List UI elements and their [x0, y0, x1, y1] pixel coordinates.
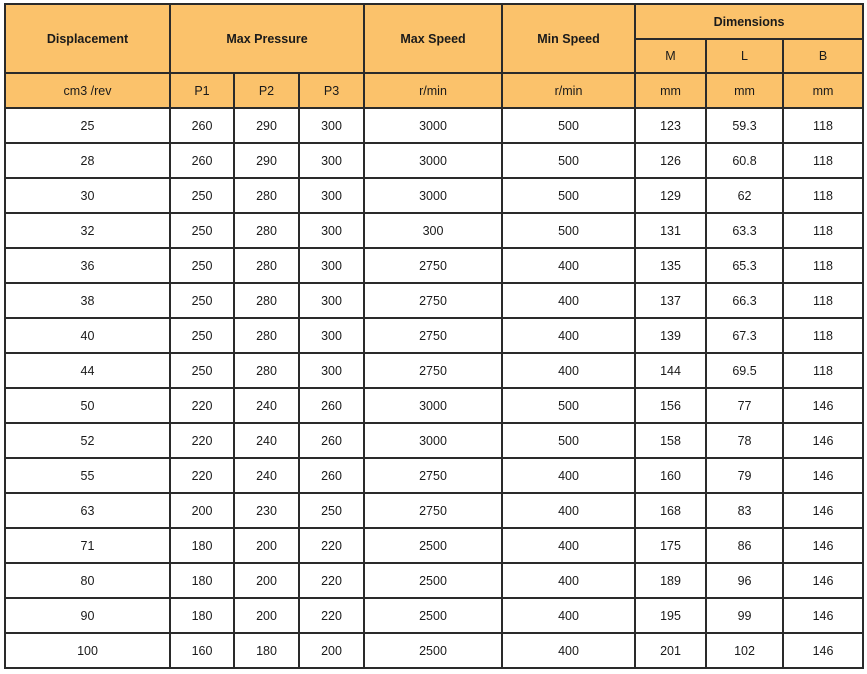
cell-p1: 250 [170, 178, 234, 213]
cell-max-speed: 2750 [364, 318, 502, 353]
cell-p2: 280 [234, 178, 299, 213]
cell-p3: 220 [299, 598, 364, 633]
cell-disp: 44 [5, 353, 170, 388]
table-row [5, 318, 863, 353]
cell-p1: 260 [170, 108, 234, 143]
table-row [5, 633, 863, 668]
cell-m: 201 [635, 633, 706, 668]
cell-l: 65.3 [706, 248, 783, 283]
cell-l: 62 [706, 178, 783, 213]
cell-p2: 290 [234, 143, 299, 178]
cell-disp: 30 [5, 178, 170, 213]
cell-m: 158 [635, 423, 706, 458]
cell-m: 131 [635, 213, 706, 248]
header-dim-l: L [706, 39, 783, 73]
cell-min-speed: 400 [502, 318, 635, 353]
cell-l: 78 [706, 423, 783, 458]
cell-p1: 250 [170, 213, 234, 248]
cell-m: 135 [635, 248, 706, 283]
cell-disp: 40 [5, 318, 170, 353]
cell-l: 59.3 [706, 108, 783, 143]
cell-p3: 300 [299, 248, 364, 283]
cell-b: 146 [783, 633, 863, 668]
cell-disp: 63 [5, 493, 170, 528]
cell-p3: 300 [299, 178, 364, 213]
cell-p2: 240 [234, 423, 299, 458]
cell-b: 118 [783, 318, 863, 353]
unit-min-speed: r/min [502, 73, 635, 108]
cell-b: 118 [783, 143, 863, 178]
cell-p2: 180 [234, 633, 299, 668]
cell-l: 69.5 [706, 353, 783, 388]
cell-b: 146 [783, 598, 863, 633]
table-row [5, 493, 863, 528]
cell-disp: 90 [5, 598, 170, 633]
cell-p2: 280 [234, 353, 299, 388]
header-max-pressure: Max Pressure [170, 4, 364, 73]
table-row [5, 178, 863, 213]
unit-displacement: cm3 /rev [5, 73, 170, 108]
cell-l: 77 [706, 388, 783, 423]
cell-p3: 300 [299, 283, 364, 318]
cell-max-speed: 300 [364, 213, 502, 248]
cell-p1: 180 [170, 563, 234, 598]
cell-min-speed: 400 [502, 528, 635, 563]
header-displacement: Displacement [5, 4, 170, 73]
table-row [5, 458, 863, 493]
cell-p1: 250 [170, 353, 234, 388]
cell-min-speed: 400 [502, 598, 635, 633]
cell-max-speed: 2750 [364, 493, 502, 528]
cell-p2: 280 [234, 248, 299, 283]
cell-m: 126 [635, 143, 706, 178]
cell-p2: 200 [234, 528, 299, 563]
cell-max-speed: 3000 [364, 143, 502, 178]
cell-b: 118 [783, 178, 863, 213]
table-row [5, 108, 863, 143]
cell-p1: 250 [170, 318, 234, 353]
cell-p1: 180 [170, 598, 234, 633]
unit-m: mm [635, 73, 706, 108]
cell-p1: 220 [170, 423, 234, 458]
table-body [5, 108, 863, 668]
cell-b: 146 [783, 528, 863, 563]
cell-l: 86 [706, 528, 783, 563]
cell-p2: 280 [234, 213, 299, 248]
unit-p2: P2 [234, 73, 299, 108]
cell-min-speed: 400 [502, 493, 635, 528]
table-row [5, 598, 863, 633]
cell-min-speed: 500 [502, 213, 635, 248]
cell-p3: 220 [299, 528, 364, 563]
cell-l: 79 [706, 458, 783, 493]
cell-m: 160 [635, 458, 706, 493]
cell-p1: 250 [170, 248, 234, 283]
cell-disp: 55 [5, 458, 170, 493]
unit-b: mm [783, 73, 863, 108]
table-row [5, 143, 863, 178]
cell-p3: 300 [299, 213, 364, 248]
cell-b: 118 [783, 248, 863, 283]
cell-max-speed: 3000 [364, 423, 502, 458]
cell-b: 146 [783, 458, 863, 493]
cell-disp: 80 [5, 563, 170, 598]
cell-p1: 220 [170, 458, 234, 493]
cell-p2: 200 [234, 598, 299, 633]
cell-b: 146 [783, 563, 863, 598]
cell-p2: 200 [234, 563, 299, 598]
cell-l: 96 [706, 563, 783, 598]
cell-b: 146 [783, 423, 863, 458]
cell-min-speed: 400 [502, 353, 635, 388]
cell-m: 129 [635, 178, 706, 213]
cell-m: 195 [635, 598, 706, 633]
table-row [5, 248, 863, 283]
cell-p3: 260 [299, 388, 364, 423]
unit-max-speed: r/min [364, 73, 502, 108]
cell-m: 189 [635, 563, 706, 598]
cell-l: 102 [706, 633, 783, 668]
cell-min-speed: 500 [502, 423, 635, 458]
cell-p3: 220 [299, 563, 364, 598]
cell-p1: 250 [170, 283, 234, 318]
cell-p3: 250 [299, 493, 364, 528]
table-row [5, 283, 863, 318]
cell-p2: 240 [234, 458, 299, 493]
cell-max-speed: 3000 [364, 178, 502, 213]
cell-m: 123 [635, 108, 706, 143]
cell-max-speed: 2500 [364, 563, 502, 598]
cell-l: 83 [706, 493, 783, 528]
cell-l: 67.3 [706, 318, 783, 353]
cell-l: 99 [706, 598, 783, 633]
cell-p1: 200 [170, 493, 234, 528]
specifications-table [4, 3, 864, 669]
cell-p1: 160 [170, 633, 234, 668]
cell-disp: 52 [5, 423, 170, 458]
cell-l: 60.8 [706, 143, 783, 178]
cell-disp: 25 [5, 108, 170, 143]
cell-m: 137 [635, 283, 706, 318]
cell-m: 139 [635, 318, 706, 353]
cell-p3: 260 [299, 423, 364, 458]
cell-min-speed: 500 [502, 388, 635, 423]
cell-max-speed: 3000 [364, 108, 502, 143]
cell-p3: 200 [299, 633, 364, 668]
cell-max-speed: 2500 [364, 528, 502, 563]
cell-min-speed: 400 [502, 563, 635, 598]
table-row [5, 213, 863, 248]
header-max-speed: Max Speed [364, 4, 502, 73]
header-dim-b: B [783, 39, 863, 73]
header-min-speed: Min Speed [502, 4, 635, 73]
cell-p1: 220 [170, 388, 234, 423]
unit-p1: P1 [170, 73, 234, 108]
cell-disp: 50 [5, 388, 170, 423]
cell-disp: 28 [5, 143, 170, 178]
cell-min-speed: 400 [502, 458, 635, 493]
cell-min-speed: 500 [502, 178, 635, 213]
table-row [5, 353, 863, 388]
cell-l: 66.3 [706, 283, 783, 318]
cell-max-speed: 2750 [364, 248, 502, 283]
cell-b: 118 [783, 353, 863, 388]
cell-m: 156 [635, 388, 706, 423]
cell-disp: 71 [5, 528, 170, 563]
table-row [5, 563, 863, 598]
cell-l: 63.3 [706, 213, 783, 248]
cell-b: 118 [783, 108, 863, 143]
cell-max-speed: 2500 [364, 633, 502, 668]
cell-p3: 300 [299, 318, 364, 353]
cell-p2: 280 [234, 318, 299, 353]
cell-p2: 240 [234, 388, 299, 423]
unit-l: mm [706, 73, 783, 108]
cell-disp: 32 [5, 213, 170, 248]
cell-p3: 300 [299, 108, 364, 143]
cell-p1: 260 [170, 143, 234, 178]
cell-b: 118 [783, 213, 863, 248]
cell-min-speed: 500 [502, 143, 635, 178]
cell-max-speed: 3000 [364, 388, 502, 423]
cell-p2: 280 [234, 283, 299, 318]
cell-m: 175 [635, 528, 706, 563]
cell-min-speed: 400 [502, 248, 635, 283]
table-row [5, 388, 863, 423]
cell-m: 168 [635, 493, 706, 528]
cell-b: 146 [783, 388, 863, 423]
header-dimensions: Dimensions [635, 4, 863, 39]
cell-max-speed: 2750 [364, 353, 502, 388]
cell-p3: 300 [299, 143, 364, 178]
table-row [5, 423, 863, 458]
cell-min-speed: 400 [502, 283, 635, 318]
cell-min-speed: 500 [502, 108, 635, 143]
cell-p3: 300 [299, 353, 364, 388]
cell-max-speed: 2500 [364, 598, 502, 633]
cell-p1: 180 [170, 528, 234, 563]
unit-p3: P3 [299, 73, 364, 108]
cell-b: 146 [783, 493, 863, 528]
table-row [5, 528, 863, 563]
cell-disp: 100 [5, 633, 170, 668]
cell-m: 144 [635, 353, 706, 388]
cell-p2: 290 [234, 108, 299, 143]
cell-max-speed: 2750 [364, 283, 502, 318]
cell-max-speed: 2750 [364, 458, 502, 493]
cell-disp: 38 [5, 283, 170, 318]
cell-disp: 36 [5, 248, 170, 283]
cell-p3: 260 [299, 458, 364, 493]
cell-min-speed: 400 [502, 633, 635, 668]
cell-b: 118 [783, 283, 863, 318]
cell-p2: 230 [234, 493, 299, 528]
header-dim-m: M [635, 39, 706, 73]
